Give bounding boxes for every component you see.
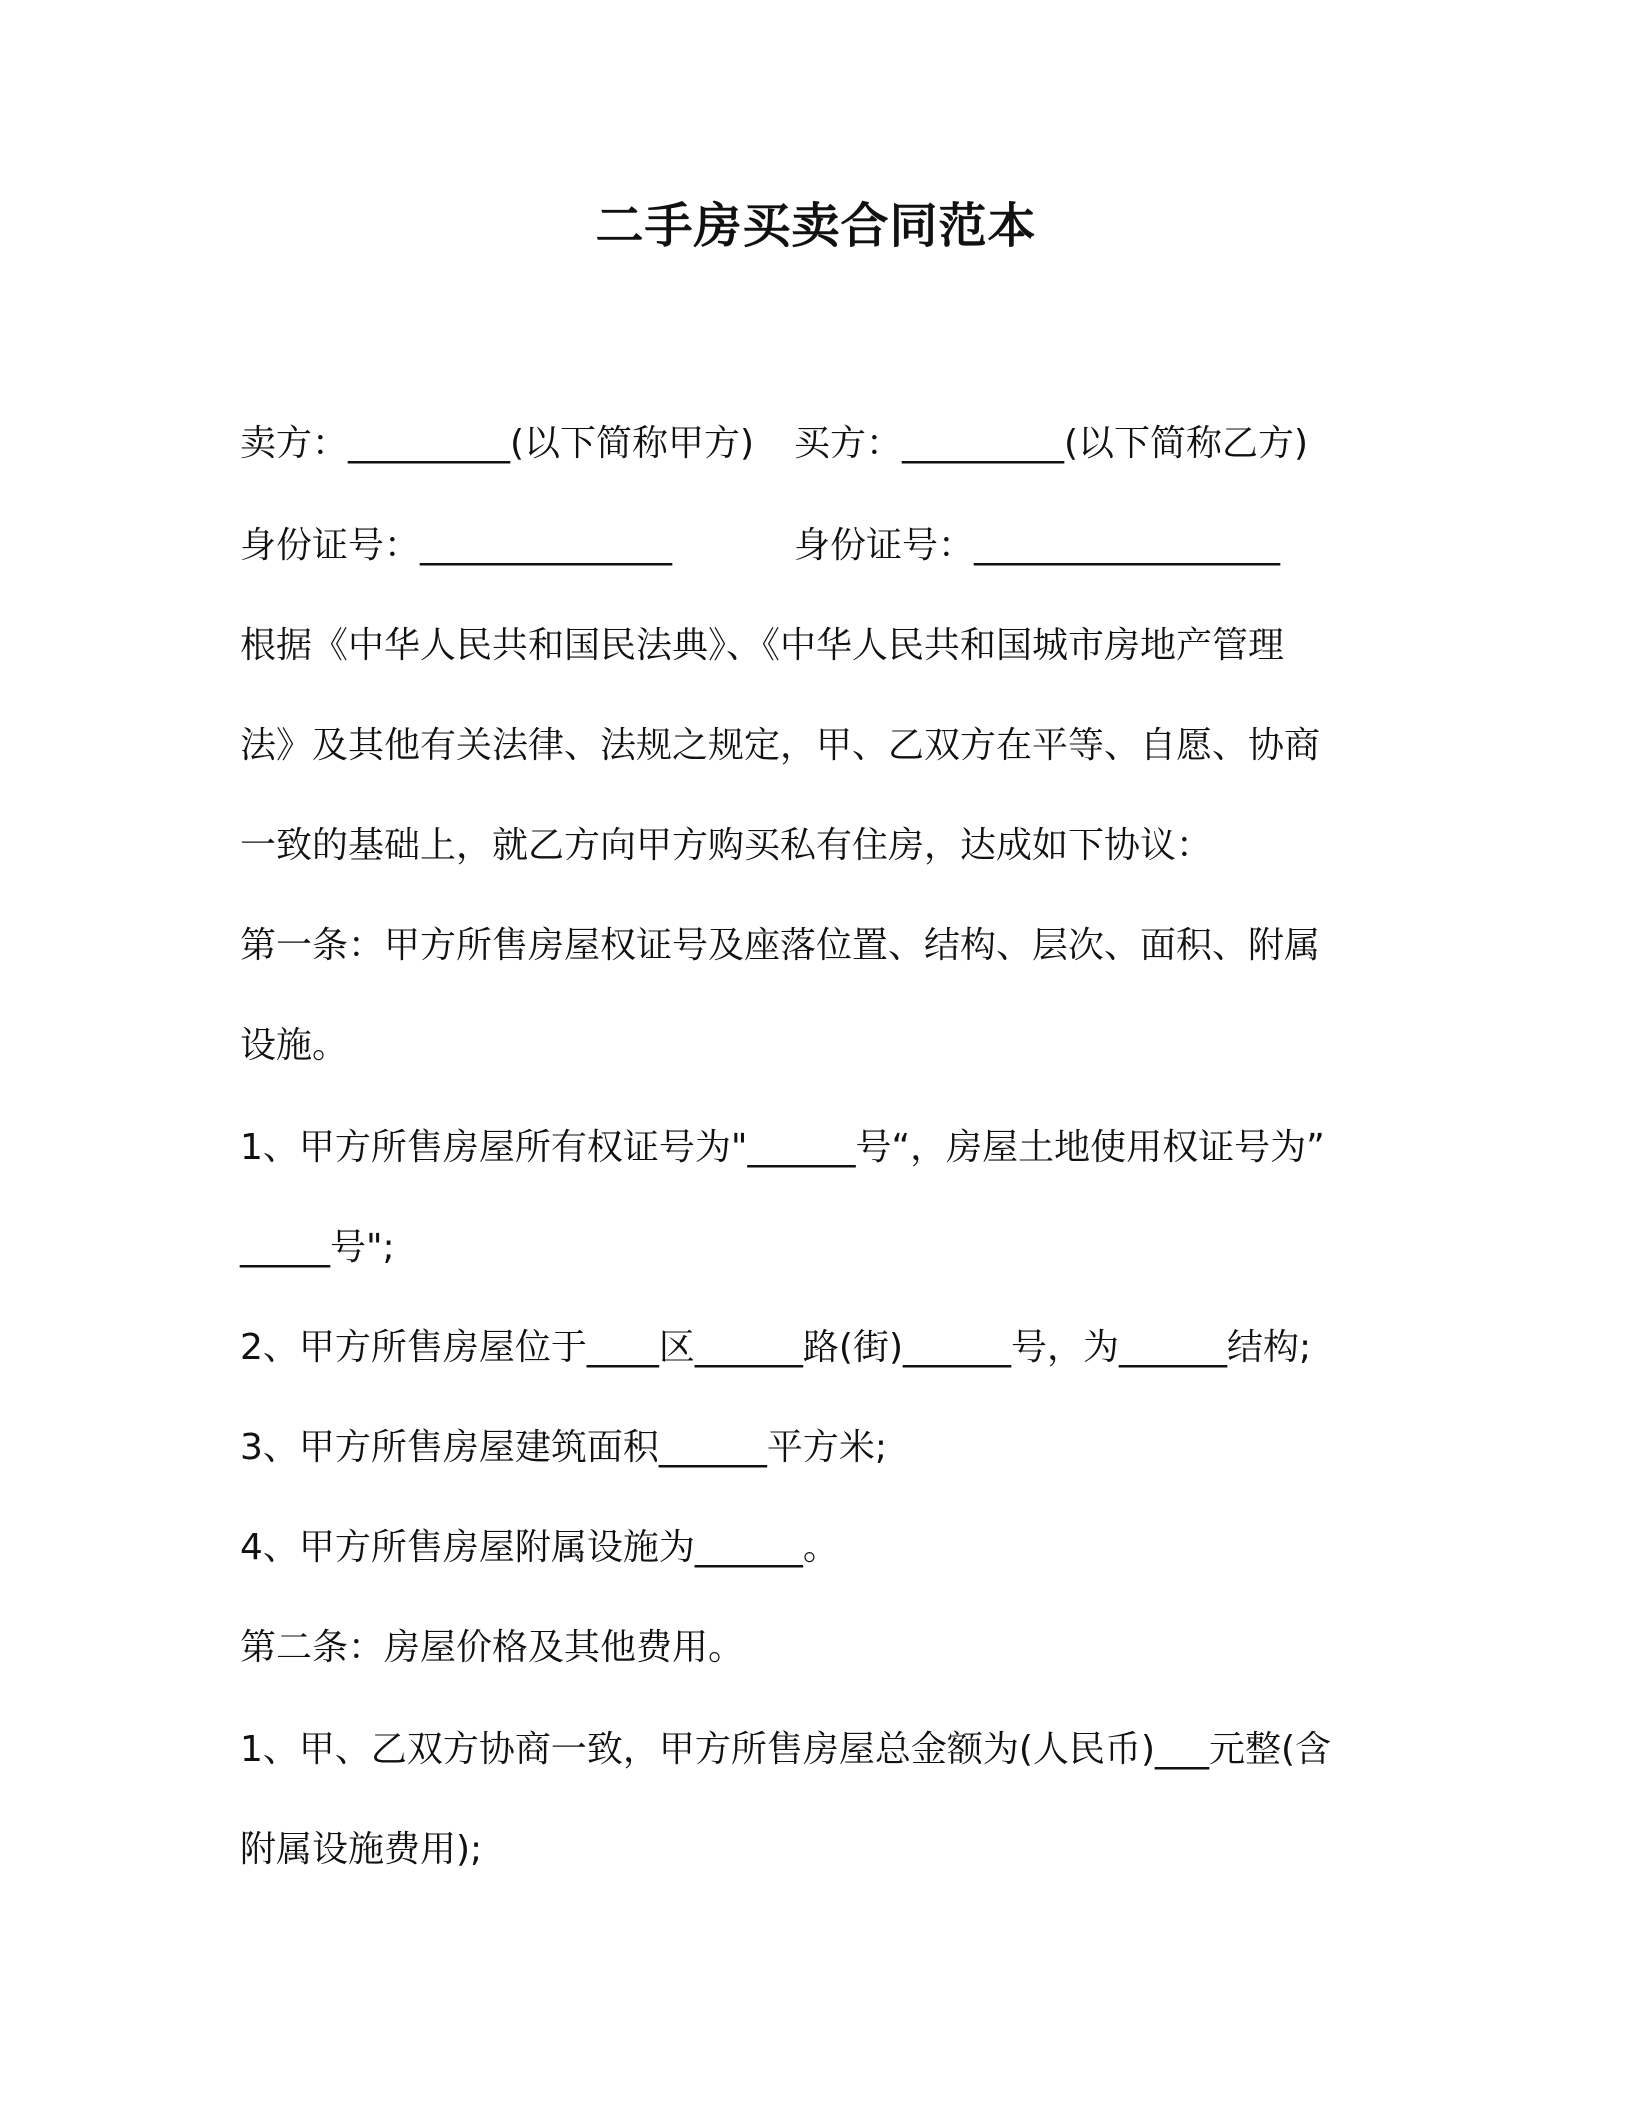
article-heading: 第一条：甲方所售房屋权证号及座落位置、结构、层次、面积、附属: [240, 925, 1321, 966]
clause-item: 4、甲方所售房屋附属设施为______。: [240, 1527, 839, 1568]
body-line: 法》及其他有关法律、法规之规定，甲、乙双方在平等、自愿、协商: [240, 725, 1321, 766]
seller-line: 卖方：_________(以下简称甲方): [240, 423, 755, 464]
clause-item: 1、甲方所售房屋所有权证号为"______号“，房屋土地使用权证号为”: [240, 1127, 1325, 1168]
body-line: 设施。: [240, 1025, 349, 1066]
body-line: 附属设施费用);: [240, 1829, 483, 1870]
body-line: 一致的基础上，就乙方向甲方购买私有住房，达成如下协议：: [240, 825, 1213, 866]
buyer-line: 买方：_________(以下简称乙方): [794, 423, 1309, 464]
seller-id-line: 身份证号：______________: [240, 525, 673, 566]
document-title: 二手房买卖合同范本: [595, 198, 1037, 254]
clause-item: 2、甲方所售房屋位于____区______路(街)______号，为______结构;: [240, 1327, 1312, 1368]
article-heading: 第二条：房屋价格及其他费用。: [240, 1627, 745, 1668]
clause-item: 1、甲、乙双方协商一致，甲方所售房屋总金额为(人民币)___元整(含: [240, 1729, 1332, 1770]
clause-item: 3、甲方所售房屋建筑面积______平方米;: [240, 1427, 888, 1468]
buyer-id-line: 身份证号：_________________: [794, 525, 1281, 566]
body-line: 根据《中华人民共和国民法典》、《中华人民共和国城市房地产管理: [240, 625, 1285, 666]
body-line: _____号";: [240, 1227, 395, 1268]
